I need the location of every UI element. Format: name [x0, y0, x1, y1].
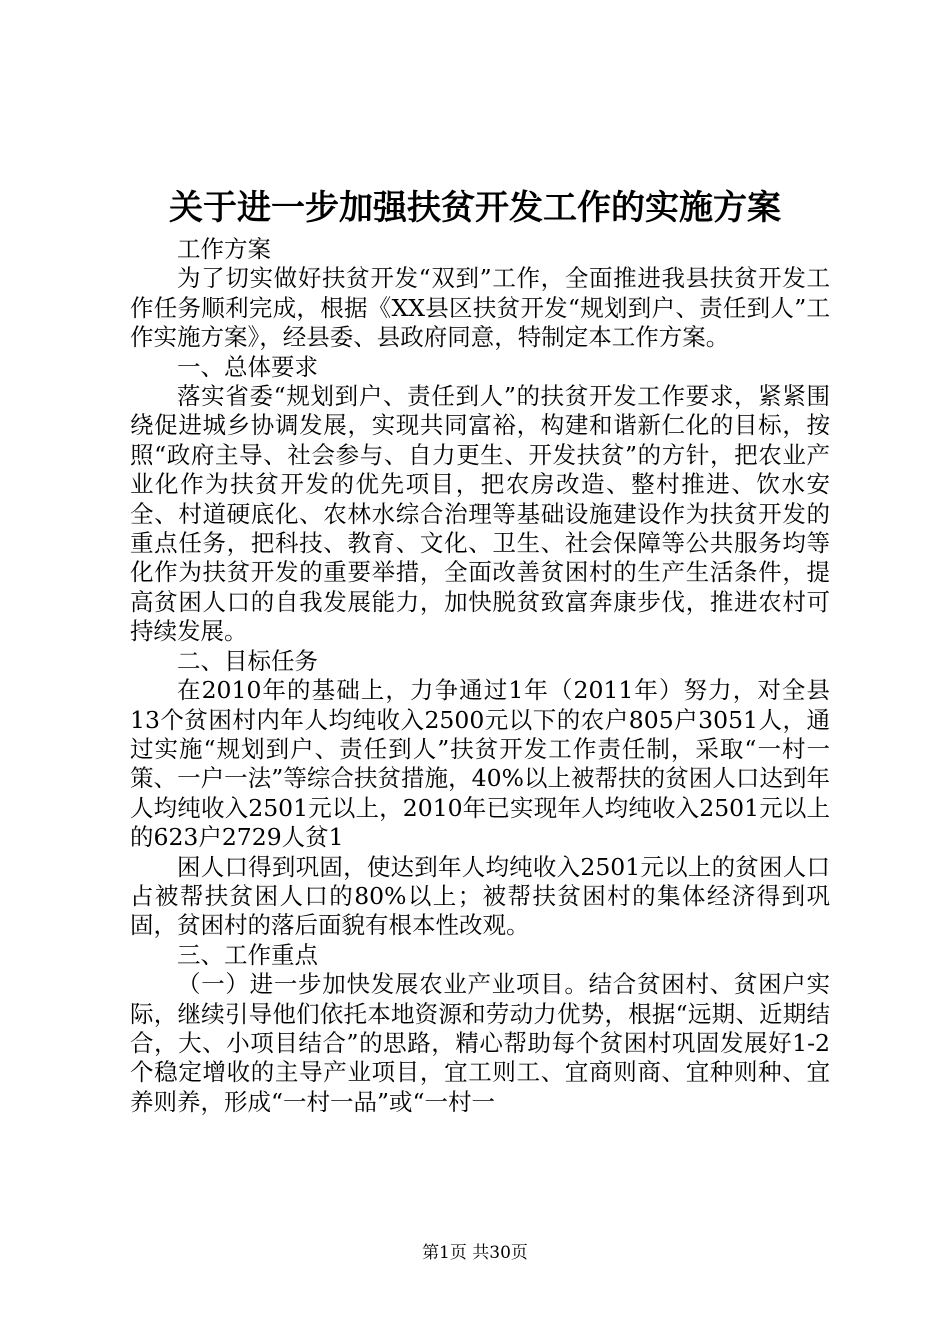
section-heading-general-requirements: 一、总体要求 — [177, 352, 318, 381]
paragraph-key-work-1: （一）进一步加快发展农业产业项目。结合贫困村、贫困户实际，继续引导他们依托本地资源和劳动力优势，根据“远期、近期结合，大、小项目结合”的思路，精心帮助每个贫困村巩固发展好1-2个稳定增收的主导产业项目，宜工则工、宜商则商、宜种则种、宜养则养，形成“一村一品”或“一村一 — [130, 970, 830, 1116]
document-title: 关于进一步加强扶贫开发工作的实施方案 — [169, 188, 781, 228]
paragraph-targets: 在2010年的基础上，力争通过1年（2011年）努力，对全县13个贫困村内年人均纯收入2500元以下的农户805户3051人，通过实施“规划到户、责任到人”扶贫开发工作责任制，采取“一村一策、一户一法”等综合扶贫措施，40%以上被帮扶的贫困人口达到年人均纯收入2501元以上，2010年已实现年人均纯收入2501元以上的623户2729人贫1 — [130, 676, 830, 852]
page-number-footer: 第1页 共30页 — [422, 1243, 528, 1263]
paragraph-general-requirements: 落实省委“规划到户、责任到人”的扶贫开发工作要求，紧紧围绕促进城乡协调发展，实现共同富裕，构建和谐新仁化的目标，按照“政府主导、社会参与、自力更生、开发扶贫”的方针，把农业产业化作为扶贫开发的优先项目，把农房改造、整村推进、饮水安全、村道硬底化、农林水综合治理等基础设施建设作为扶贫开发的重点任务，把科技、教育、文化、卫生、社会保障等公共服务均等化作为扶贫开发的重要举措，全面改善贫困村的生产生活条件，提高贫困人口的自我发展能力，加快脱贫致富奔康步伐，推进农村可持续发展。 — [130, 382, 830, 646]
paragraph-targets-continued: 困人口得到巩固，使达到年人均纯收入2501元以上的贫困人口占被帮扶贫困人口的80%以上；被帮扶贫困村的集体经济得到巩固，贫困村的落后面貌有根本性改观。 — [130, 852, 830, 940]
section-heading-targets: 二、目标任务 — [177, 646, 318, 675]
paragraph-heading-work-plan: 工作方案 — [177, 235, 271, 263]
paragraph-intro: 为了切实做好扶贫开发“双到”工作，全面推进我县扶贫开发工作任务顺利完成，根据《XX县区扶贫开发“规划到户、责任到人”工作实施方案》，经县委、县政府同意，特制定本工作方案。 — [130, 264, 830, 352]
document-body — [130, 235, 830, 1117]
section-heading-key-work: 三、工作重点 — [177, 940, 318, 969]
